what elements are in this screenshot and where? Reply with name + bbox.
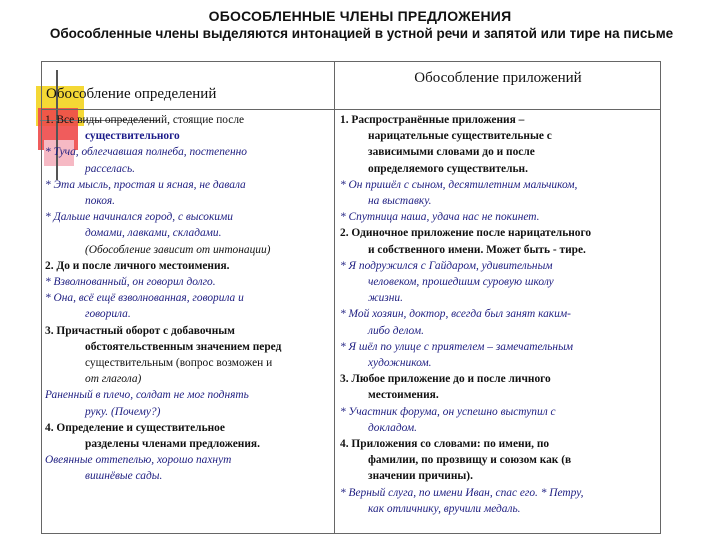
- example-line: * Эта мысль, простая и ясная, не давала: [45, 178, 246, 191]
- example-line: * Спутница наша, удача нас не покинет.: [340, 211, 540, 224]
- example-line: как отличнику, вручили медаль.: [368, 502, 521, 515]
- text-line: нарицательные существительные с: [368, 130, 552, 143]
- text-line: определяемого существительн.: [368, 162, 528, 175]
- example-line: * Я шёл по улице с приятелем – замечательным: [340, 340, 574, 353]
- example-line: * Дальше начинался город, с высокими: [45, 211, 233, 224]
- text-line: 4. Определение и существительное: [45, 421, 225, 434]
- example-line: вишнёвые сады.: [85, 470, 163, 483]
- text-line: 4. Приложения со словами: по имени, по: [340, 438, 550, 451]
- text-line: 3. Причастный оборот с добавочным: [45, 324, 235, 337]
- text-line: обстоятельственным значением перед: [85, 340, 282, 353]
- example-line: на выставку.: [368, 195, 432, 208]
- right-column-header: Обособление приложений: [414, 70, 582, 86]
- text-line: 3. Любое приложение до и после личного: [340, 373, 551, 386]
- example-line: * Туча, облегчавшая полнеба, постепенно: [45, 146, 247, 159]
- page-subtitle: Обособленные члены выделяются интонацией в устной речи и запятой или тире на письме: [49, 26, 674, 41]
- example-line: докладом.: [368, 421, 417, 434]
- column-divider: [334, 62, 335, 533]
- left-column-header: Обособление определений: [46, 86, 217, 102]
- example-line: * Мой хозяин, доктор, всегда был занят каким-: [340, 308, 571, 321]
- header-divider: [42, 109, 660, 110]
- text-line: 1. Все виды определений, стоящие после: [45, 114, 245, 126]
- example-line: * Взволнованный, он говорил долго.: [45, 276, 216, 289]
- example-line: Овеянные оттепелью, хорошо пахнут: [45, 454, 232, 467]
- example-line: жизни.: [368, 292, 403, 305]
- example-line: * Она, всё ещё взволнованная, говорила и: [45, 292, 244, 305]
- text-line: разделены членами предложения.: [85, 438, 260, 451]
- text-line: (Обособление зависит от интонации): [85, 243, 271, 256]
- example-line: художником.: [368, 357, 432, 370]
- text-line: 2. Одиночное приложение после нарицательного: [340, 227, 592, 240]
- text-line: 2. До и после личного местоимения.: [45, 259, 230, 272]
- text-line: фамилии, по прозвищу и союзом как (в: [368, 454, 572, 467]
- text-line: существительным (вопрос возможен и: [85, 357, 273, 370]
- example-line: расселась.: [85, 162, 136, 175]
- example-line: * Верный слуга, по имени Иван, спас его. * Петру,: [340, 486, 584, 499]
- text-line: 1. Распространённые приложения –: [340, 114, 525, 126]
- rules-table: [41, 61, 661, 534]
- example-line: покоя.: [85, 195, 115, 208]
- example-line: * Участник форума, он успешно выступил с: [340, 405, 556, 418]
- right-column-content: [340, 112, 658, 517]
- example-line: домами, лавками, складами.: [85, 227, 222, 240]
- text-line: зависимыми словами до и после: [368, 146, 535, 159]
- text-line: и собственного имени. Может быть - тире.: [368, 243, 586, 256]
- example-line: * Он пришёл с сыном, десятилетним мальчиком,: [340, 178, 578, 191]
- text-line: значении причины).: [368, 470, 473, 483]
- page-title: ОБОСОБЛЕННЫЕ ЧЛЕНЫ ПРЕДЛОЖЕНИЯ: [208, 8, 512, 24]
- example-line: руку. (Почему?): [85, 405, 161, 418]
- example-line: Раненный в плечо, солдат не мог поднять: [45, 389, 249, 402]
- example-line: * Я подружился с Гайдаром, удивительным: [340, 259, 553, 272]
- text-line: существительного: [85, 130, 180, 143]
- example-line: говорила.: [85, 308, 131, 321]
- text-line: от глагола): [85, 373, 142, 386]
- left-column-content: [45, 112, 331, 485]
- example-line: человеком, прошедшим суровую школу: [368, 276, 554, 289]
- text-line: местоимения.: [368, 389, 439, 402]
- example-line: либо делом.: [368, 324, 424, 337]
